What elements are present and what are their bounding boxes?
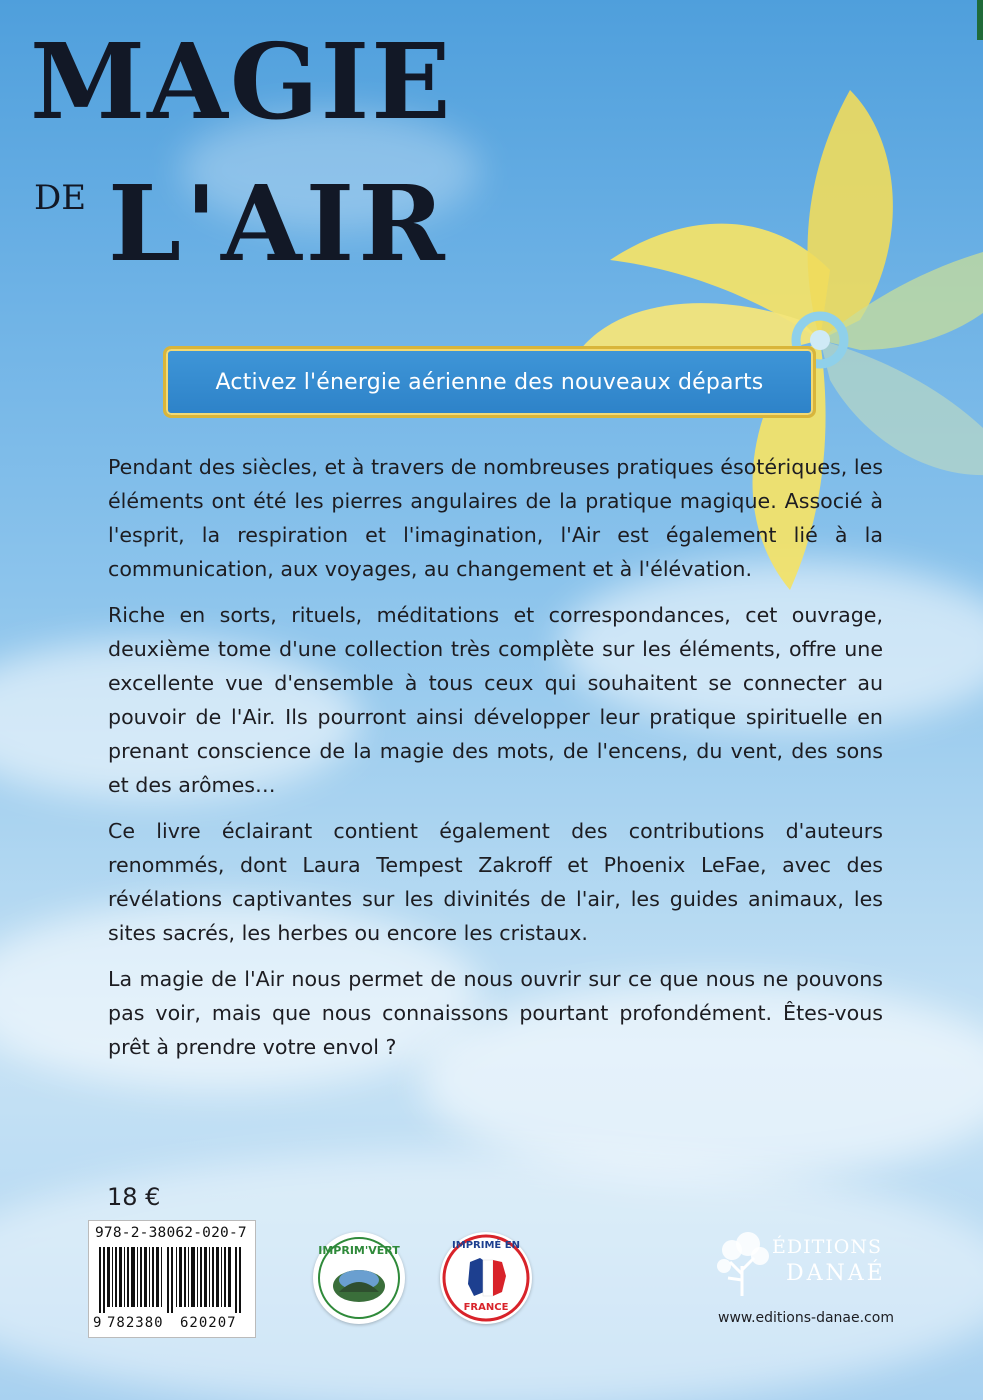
book-title-de: DE xyxy=(34,178,87,218)
imprim-vert-label: IMPRIM'VERT xyxy=(318,1244,400,1257)
price: 18 € xyxy=(107,1183,161,1211)
barcode-digit-first: 9 xyxy=(93,1315,102,1331)
spine-edge xyxy=(977,0,983,40)
tree-logo-icon xyxy=(712,1228,772,1298)
blurb-paragraph: Ce livre éclairant contient également des contributions d'auteurs renommés, dont Laura Tempest Zakroff et Phoenix LeFae, avec des révélations captivantes sur les divinités de l'air, les guides animaux, les sites sacrés, les herbes ou encore les cristaux. xyxy=(108,819,883,945)
book-title-air: L'AIR xyxy=(108,162,449,285)
blurb-paragraph: La magie de l'Air nous permet de nous ouvrir sur ce que nous ne pouvons pas voir, mais que nous connaissons pourtant profondément. Êtes-vous prêt à prendre votre envol ? xyxy=(108,967,883,1059)
publisher-logo xyxy=(712,1228,912,1298)
book-title-magie: MAGIE xyxy=(30,20,453,143)
tagline-banner xyxy=(163,346,816,418)
barcode-digits-left: 782380 xyxy=(107,1315,164,1331)
france-label: FRANCE xyxy=(463,1302,509,1313)
isbn-barcode xyxy=(88,1220,256,1338)
imprime-en-france-badge xyxy=(440,1232,532,1324)
isbn-number: 978-2-38062-020-7 xyxy=(95,1225,247,1241)
imprime-en-label: IMPRIMÉ EN xyxy=(452,1240,520,1251)
publisher-name-line2: DANAÉ xyxy=(786,1261,886,1286)
barcode-bars xyxy=(97,1247,249,1313)
imprim-vert-logo-icon xyxy=(313,1232,405,1324)
tagline-text: Activez l'énergie aérienne des nouveaux départs xyxy=(215,369,764,395)
barcode-digits-right: 620207 xyxy=(180,1315,237,1331)
blurb-paragraph: Pendant des siècles, et à travers de nombreuses pratiques ésotériques, les éléments ont été les pierres angulaires de la pratique magique. Associé à l'esprit, la respiration et l'imagination, l'Air est également lié à la communication, aux voyages, au changement et à l'élévation. xyxy=(108,455,883,581)
publisher-website: www.editions-danae.com xyxy=(718,1310,894,1326)
blurb-paragraph: Riche en sorts, rituels, méditations et correspondances, cet ouvrage, deuxième tome d'une collection très complète sur les éléments, offre une excellente vue d'ensemble à tous ceux qui souhaitent se connecter au pouvoir de l'Air. Ils pourront ainsi développer leur pratique spirituelle en prenant conscience de la magie des mots, de l'encens, du vent, des sons et des arômes… xyxy=(108,603,883,797)
publisher-name-line1: ÉDITIONS xyxy=(772,1236,883,1258)
blurb xyxy=(108,450,883,1076)
imprim-vert-badge xyxy=(313,1232,405,1324)
